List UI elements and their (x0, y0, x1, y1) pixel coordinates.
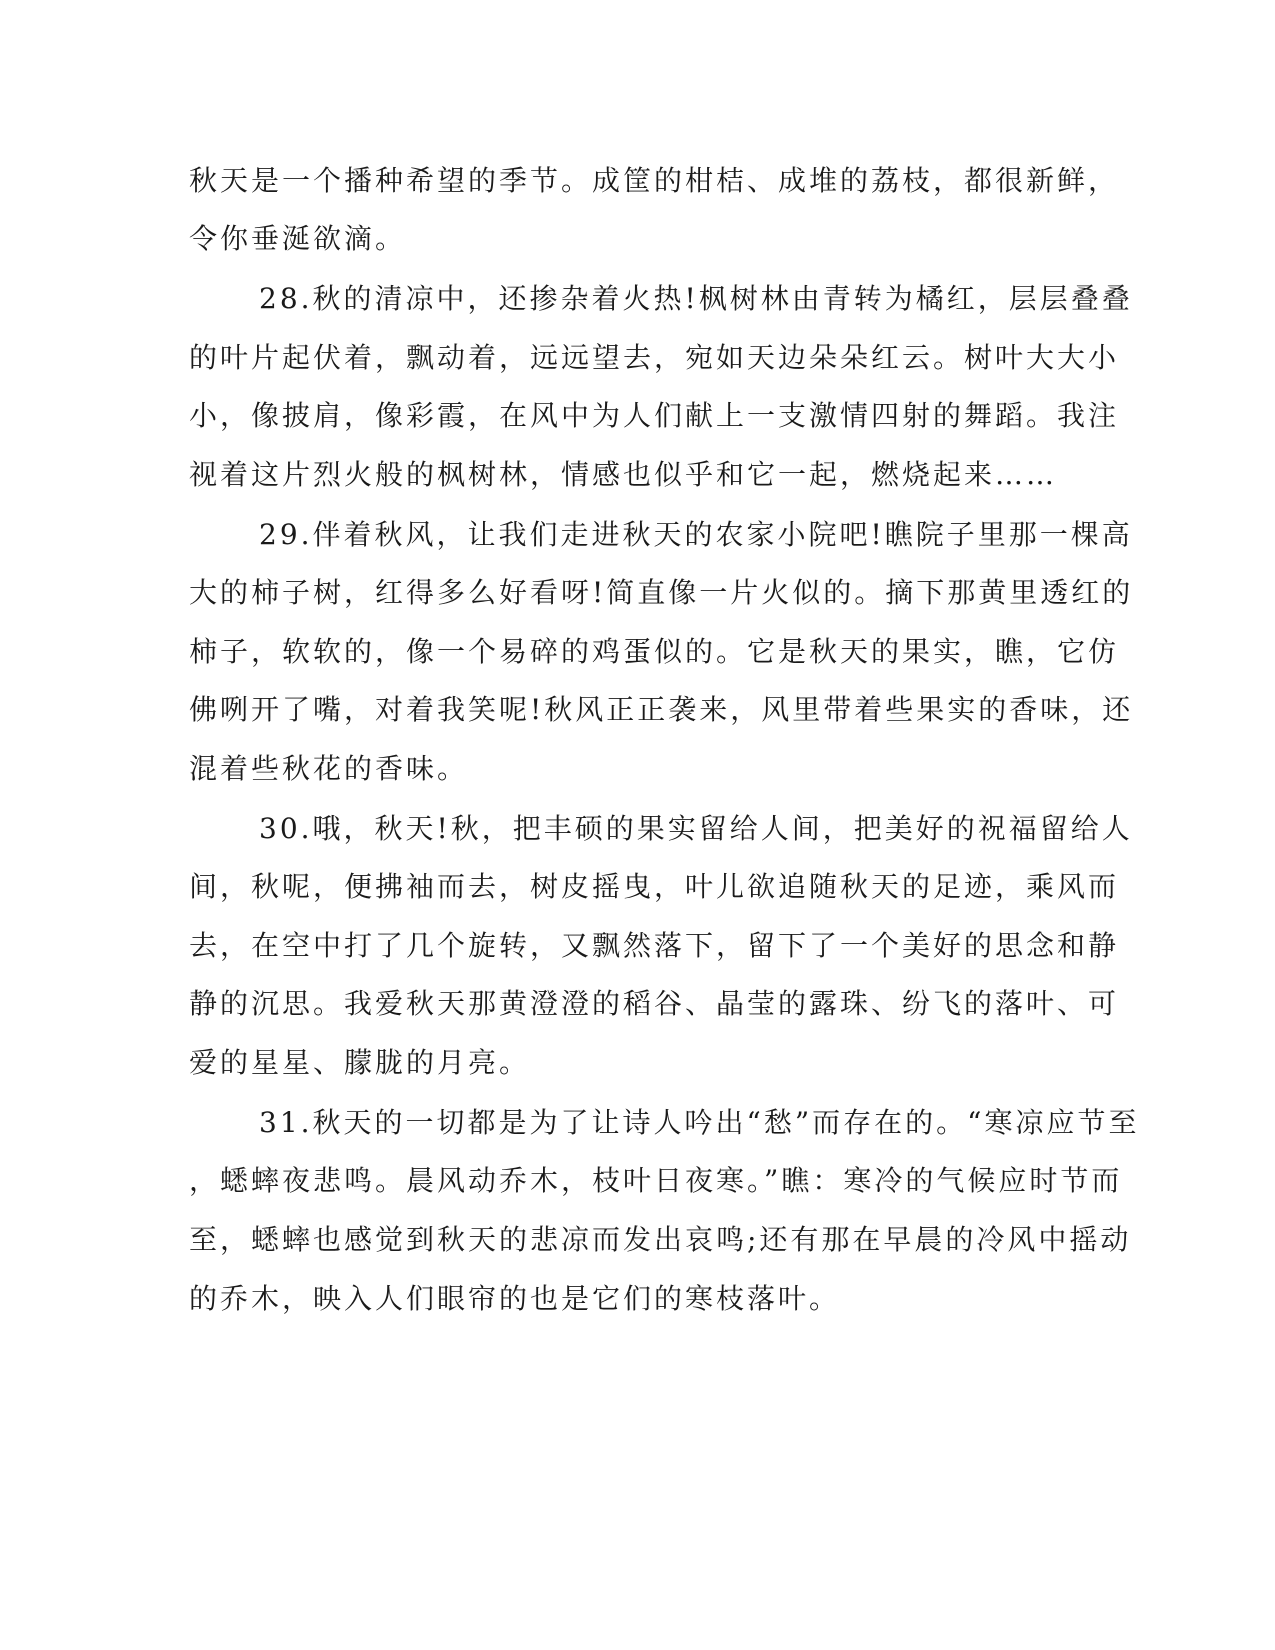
text-line: 秋天是一个播种希望的季节。成筐的柑桔、成堆的荔枝，都很新鲜， (189, 164, 1120, 197)
text-line: 大的柿子树，红得多么好看呀!简直像一片火似的。摘下那黄里透红的 (189, 576, 1134, 609)
paragraph-30-first-line: 30.哦，秋天!秋，把丰硕的果实留给人间，把美好的祝福留给人 (259, 812, 1133, 845)
text-line: 至，蟋蟀也感觉到秋天的悲凉而发出哀鸣;还有那在早晨的冷风中摇动 (189, 1223, 1132, 1256)
text-line: 的乔木，映入人们眼帘的也是它们的寒枝落叶。 (189, 1282, 841, 1315)
text-line: 柿子，软软的，像一个易碎的鸡蛋似的。它是秋天的果实，瞧，它仿 (189, 635, 1120, 668)
text-line: 爱的星星、朦胧的月亮。 (189, 1046, 531, 1079)
paragraph-31-first-line: 31.秋天的一切都是为了让诗人吟出“愁”而存在的。“寒凉应节至 (259, 1106, 1140, 1139)
text-line: ，蟋蟀夜悲鸣。晨风动乔木，枝叶日夜寒。”瞧：寒冷的气候应时节而 (189, 1164, 1123, 1197)
paragraph-29-first-line: 29.伴着秋风，让我们走进秋天的农家小院吧!瞧院子里那一棵高 (259, 518, 1133, 551)
text-line: 间，秋呢，便拂袖而去，树皮摇曳，叶儿欲追随秋天的足迹，乘风而 (189, 870, 1120, 903)
text-line: 小，像披肩，像彩霞，在风中为人们献上一支激情四射的舞蹈。我注 (189, 399, 1120, 432)
text-line: 去，在空中打了几个旋转，又飘然落下，留下了一个美好的思念和静 (189, 929, 1120, 962)
text-line: 的叶片起伏着，飘动着，远远望去，宛如天边朵朵红云。树叶大大小 (189, 341, 1120, 374)
text-line: 令你垂涎欲滴。 (189, 222, 407, 255)
paragraph-28-first-line: 28.秋的清凉中，还掺杂着火热!枫树林由青转为橘红，层层叠叠 (259, 282, 1133, 315)
text-line: 静的沉思。我爱秋天那黄澄澄的稻谷、晶莹的露珠、纷飞的落叶、可 (189, 987, 1120, 1020)
text-line: 佛咧开了嘴，对着我笑呢!秋风正正袭来，风里带着些果实的香味，还 (189, 693, 1134, 726)
text-line: 混着些秋花的香味。 (189, 752, 469, 785)
text-line: 视着这片烈火般的枫树林，情感也似乎和它一起，燃烧起来…… (189, 458, 1058, 491)
